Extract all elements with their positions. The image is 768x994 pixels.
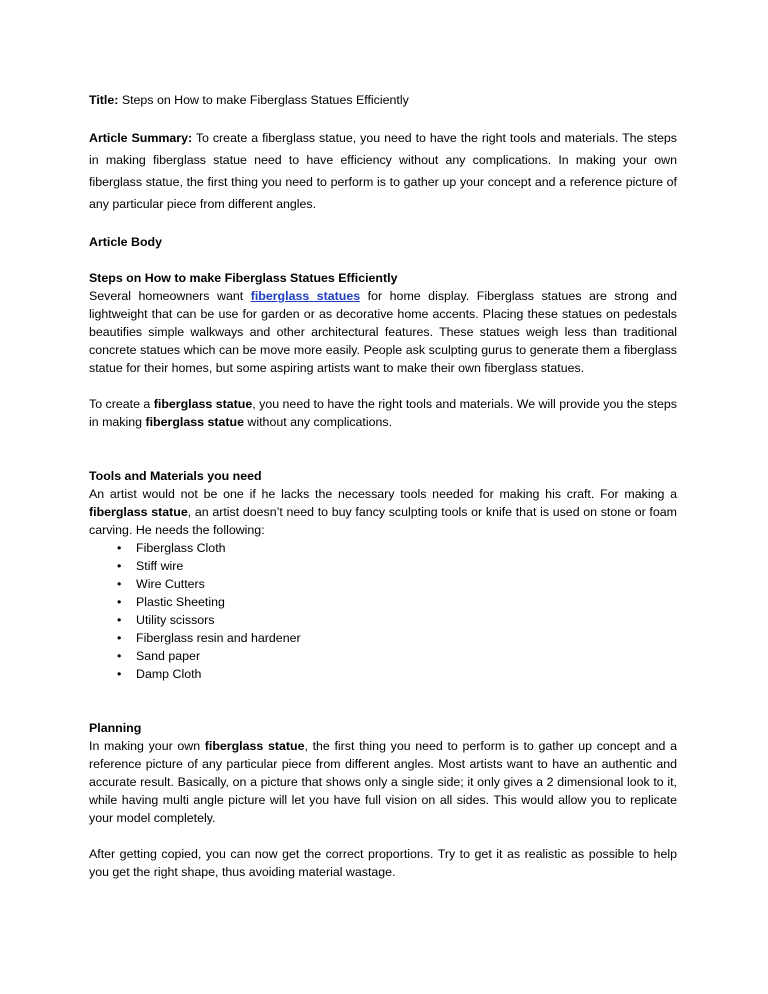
steps-p2-text-b: , you need to have the right tools and materials. We will provide you the steps in making — [89, 397, 677, 429]
steps-p2-bold-b: fiberglass statue — [145, 415, 244, 429]
summary-label: Article Summary: — [89, 131, 193, 145]
list-item — [117, 665, 677, 683]
section-planning-paragraph-1 — [89, 737, 677, 827]
section-planning-heading — [89, 719, 677, 737]
planning-bold: fiberglass statue — [204, 739, 305, 753]
tools-text-b: , an artist doesn’t need to buy fancy sculpting tools or knife that is used on stone or foam carving. He needs the following: — [89, 505, 677, 537]
article-title — [89, 91, 677, 109]
bullet-icon: • — [117, 559, 122, 573]
list-item — [117, 539, 677, 557]
bullet-icon: • — [117, 541, 122, 555]
section-planning-paragraph-2: After getting copied, you can now get the correct proportions. Try to get it as realistic as possible to help you get the right shape, thus avoiding material wastage. — [89, 847, 677, 879]
steps-p2-text-a: To create a — [89, 397, 154, 411]
list-item — [117, 575, 677, 593]
document-content — [89, 91, 677, 881]
fiberglass-statues-link[interactable]: fiberglass statues — [250, 289, 361, 303]
bullet-icon: • — [117, 667, 122, 681]
list-item-text: Sand paper — [136, 649, 201, 663]
section-tools-paragraph — [89, 485, 677, 539]
bullet-icon: • — [117, 595, 122, 609]
section-steps-heading — [89, 269, 677, 287]
list-item-text: Plastic Sheeting — [136, 595, 225, 609]
bullet-icon: • — [117, 577, 122, 591]
planning-text-b: , the first thing you need to perform is to gather up concept and a reference picture of any particular piece from different angles. Most artists want to have an authentic and accurate result. Basically, on a picture that shows only a single side; it only gives a 2 dimensional look to it, while having multi angle picture will let you have full vision on all sides. This would allow you to replicate your model completely. — [89, 739, 677, 825]
article-body-heading — [89, 233, 677, 251]
section-steps-heading-text: Steps on How to make Fiberglass Statues Efficiently — [89, 271, 398, 285]
section-steps-paragraph-1 — [89, 287, 677, 377]
list-item-text: Damp Cloth — [136, 667, 202, 681]
section-tools-heading-text: Tools and Materials you need — [89, 469, 262, 483]
list-item-text: Fiberglass resin and hardener — [136, 631, 301, 645]
tools-list — [89, 539, 677, 683]
list-item — [117, 611, 677, 629]
section-tools-heading — [89, 467, 677, 485]
list-item — [117, 557, 677, 575]
list-item — [117, 629, 677, 647]
bullet-icon: • — [117, 631, 122, 645]
planning-text-a: In making your own — [89, 739, 205, 753]
steps-p1-text-a: Several homeowners want — [89, 289, 251, 303]
tools-text-a: An artist would not be one if he lacks the necessary tools needed for making his craft. For making a — [89, 487, 677, 501]
bullet-icon: • — [117, 613, 122, 627]
article-body-heading-text: Article Body — [89, 235, 162, 249]
list-item — [117, 647, 677, 665]
section-steps-paragraph-2 — [89, 395, 677, 431]
list-item-text: Fiberglass Cloth — [136, 541, 226, 555]
list-item — [117, 593, 677, 611]
section-planning-heading-text: Planning — [89, 721, 142, 735]
list-item-text: Wire Cutters — [136, 577, 205, 591]
list-item-text: Stiff wire — [136, 559, 184, 573]
tools-bold: fiberglass statue — [89, 505, 188, 519]
bullet-icon: • — [117, 649, 122, 663]
steps-p2-bold-a: fiberglass statue — [153, 397, 253, 411]
steps-p2-text-c: without any complications. — [243, 415, 393, 429]
title-label: Title: — [89, 93, 119, 107]
list-item-text: Utility scissors — [136, 613, 215, 627]
title-text: Steps on How to make Fiberglass Statues Efficiently — [118, 93, 409, 107]
steps-p1-text-b: for home display. Fiberglass statues are strong and lightweight that can be use for garden or as decorative home accents. Placing these statues on pedestals beautifies simple walkways and other architectural features. These statues weigh less than traditional concrete statues which can be move more easily. People ask sculpting gurus to generate them a fiberglass statue for their homes, but some aspiring artists want to make their own fiberglass statues. — [89, 289, 678, 375]
summary-text: To create a fiberglass statue, you need to have the right tools and materials. The steps in making fiberglass statue need to have efficiency without any complications. In making your own fiberglass statue, the first thing you need to perform is to gather up your concept and a reference picture of any particular piece from different angles. — [89, 131, 677, 211]
article-summary — [89, 127, 677, 215]
